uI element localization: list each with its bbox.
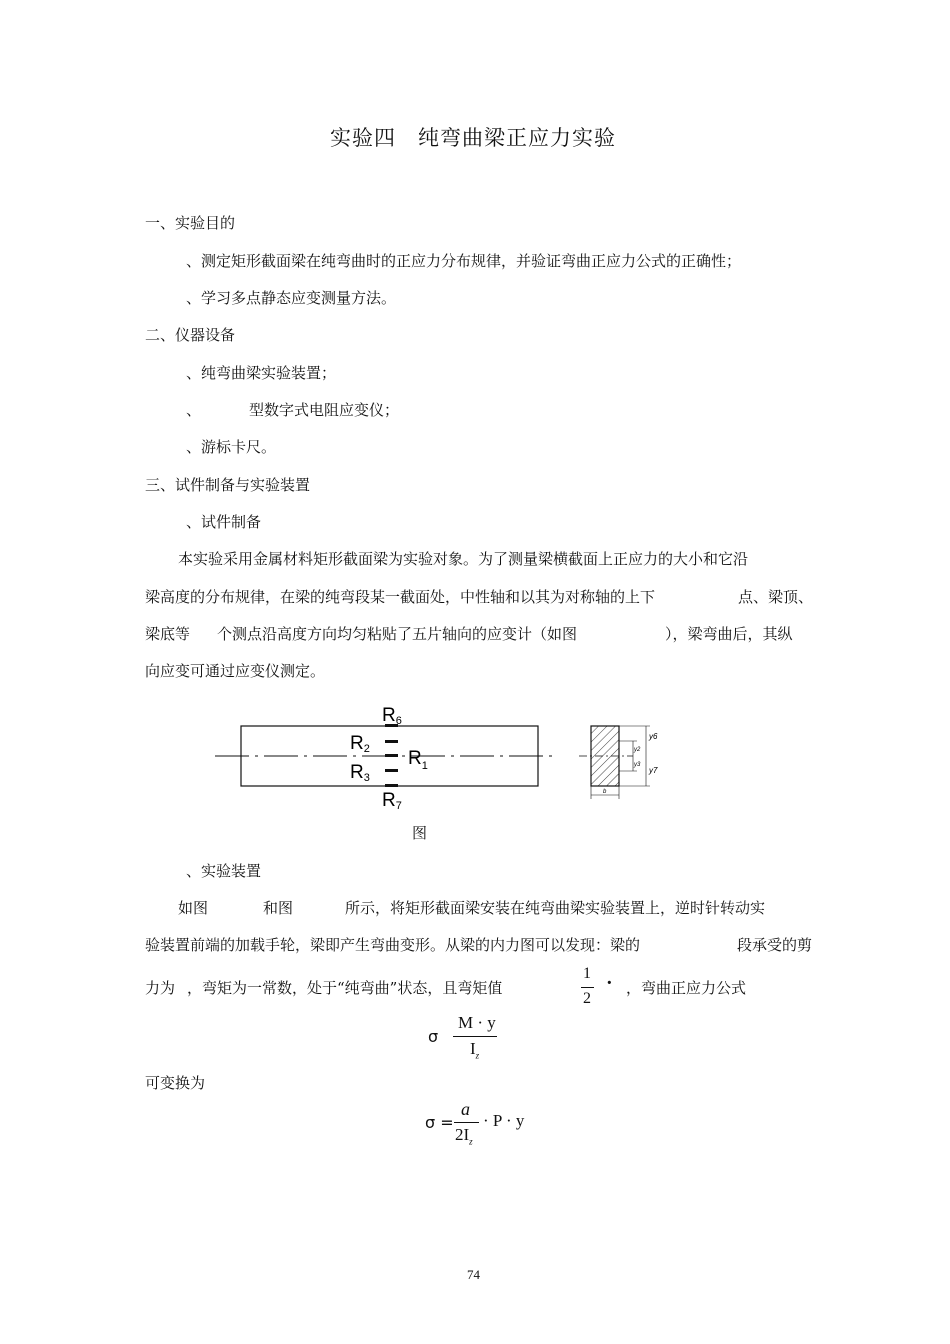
gauge-r1 — [385, 754, 398, 757]
para1-line-3-end: ），梁弯曲后，其纵 — [665, 625, 793, 643]
formula1-denominator: $I_z$ — [470, 1039, 480, 1061]
para1-line-1: 本实验采用金属材料矩形截面梁为实验对象。为了测量梁横截面上正应力的大小和它沿 — [178, 550, 749, 568]
para1-line-2: 梁高度的分布规律，在梁的纯弯段某一截面处，中性轴和以其为对称轴的上下 — [145, 588, 656, 606]
equipment-item-2-prefix: 、 — [186, 401, 202, 419]
section-heading-specimen: 三、试件制备与实验装置 — [145, 476, 311, 494]
convert-text: 可变换为 — [145, 1074, 206, 1092]
equipment-item-1: 、纯弯曲梁实验装置； — [186, 364, 337, 382]
para2-line-3-b: ，弯矩为一常数，处于“纯弯曲”状态，且弯矩值 — [187, 979, 503, 997]
section-heading-equipment: 二、仪器设备 — [145, 326, 236, 344]
para2-line-2: 验装置前端的加载手轮，梁即产生弯曲变形。从梁的内力图可以发现：梁的 — [145, 936, 641, 954]
section-heading-objectives: 一、实验目的 — [145, 214, 236, 232]
formula2-sigma: σ = — [425, 1113, 454, 1132]
page-title: 实验四 纯弯曲梁正应力实验 — [330, 126, 616, 150]
dim-b: b — [603, 789, 607, 795]
subheading-apparatus: 、实验装置 — [186, 862, 262, 880]
para1-line-2-end: 点、梁顶、 — [738, 588, 814, 606]
gauge-r2 — [385, 740, 398, 743]
dim-y7: y7 — [649, 766, 658, 775]
page-number: 74 — [467, 1267, 480, 1282]
para2-line-1-c: 所示，将矩形截面梁安装在纯弯曲梁实验装置上，逆时针转动实 — [345, 899, 766, 917]
label-r1: $R_1$ — [408, 748, 428, 772]
figure-caption: 图 — [412, 824, 428, 842]
label-r2: R2 — [350, 733, 370, 755]
para2-line-1-a: 如图 — [178, 899, 209, 917]
dot-operator: · — [606, 972, 613, 994]
fraction-bar — [581, 987, 594, 988]
strain-gauge-figure — [205, 695, 675, 820]
equipment-item-3: 、游标卡尺。 — [186, 438, 277, 456]
para2-line-2-end: 段承受的剪 — [737, 936, 813, 954]
label-r3: R3 — [350, 762, 370, 784]
para1-line-3: 个测点沿高度方向均匀粘贴了五片轴向的应变计（如图 — [217, 625, 578, 643]
formula2-tail: · P · y — [483, 1111, 525, 1130]
gauge-r3 — [385, 769, 398, 772]
formula2-denominator: $2I_z$ — [455, 1125, 473, 1147]
formula2-bar — [454, 1122, 479, 1123]
formula2-numerator: a — [461, 1099, 470, 1119]
objective-item-2: 、学习多点静态应变测量方法。 — [186, 289, 397, 307]
dim-y6: y6 — [649, 732, 658, 741]
fraction-numerator: 1 — [583, 965, 591, 982]
formula1-bar — [453, 1036, 497, 1037]
equipment-item-2: 型数字式电阻应变仪； — [249, 401, 400, 419]
subheading-specimen-prep: 、试件制备 — [186, 513, 262, 531]
para2-line-3-c: ，弯曲正应力公式 — [626, 979, 747, 997]
objective-item-1: 、测定矩形截面梁在纯弯曲时的正应力分布规律，并验证弯曲正应力公式的正确性； — [186, 252, 742, 270]
para2-line-1-b: 和图 — [263, 899, 294, 917]
fraction-denominator: 2 — [583, 990, 591, 1007]
label-r7: R7 — [382, 790, 402, 812]
para1-line-3-start: 梁底等 — [145, 625, 191, 643]
formula1-sigma: σ — [428, 1027, 439, 1046]
label-r6: R6 — [382, 705, 402, 727]
dim-y3: y3 — [634, 762, 641, 768]
para2-line-3-a: 力为 — [145, 979, 176, 997]
gauge-r7 — [385, 784, 398, 787]
formula1-numerator: M · y — [458, 1013, 496, 1032]
dim-y2: y2 — [634, 747, 641, 753]
para1-line-4: 向应变可通过应变仪测定。 — [145, 662, 326, 680]
